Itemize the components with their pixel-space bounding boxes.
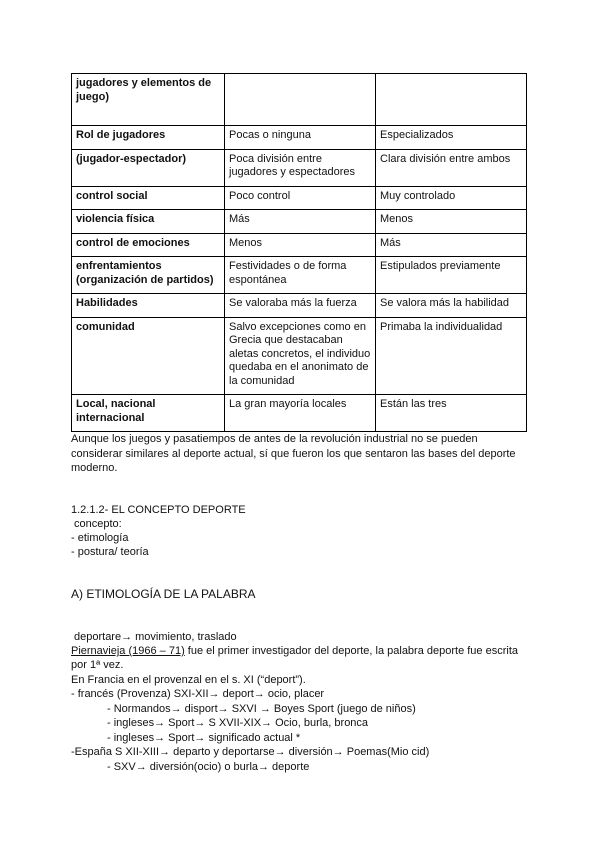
- modern-cell: Se valora más la habilidad: [376, 294, 527, 318]
- row-category: Habilidades: [72, 294, 225, 318]
- etym-line: deportare→ movimiento, traslado: [74, 631, 237, 643]
- section-title: 1.2.1.2- EL CONCEPTO DEPORTE: [71, 504, 246, 516]
- table-row: [72, 257, 527, 294]
- etym-line: - SXV→ diversión(ocio) o burla→ deporte: [107, 761, 310, 773]
- table-row: [72, 210, 527, 234]
- traditional-cell: Poca división entre jugadores y espectadores: [225, 149, 376, 186]
- comparison-table: [71, 73, 527, 432]
- traditional-cell: Menos: [225, 233, 376, 257]
- modern-cell: Estipulados previamente: [376, 257, 527, 294]
- etym-line: -España S XII-XIII→ departo y deportarse→ diversión→ Poemas(Mio cid): [71, 746, 430, 758]
- traditional-cell: Se valoraba más la fuerza: [225, 294, 376, 318]
- row-category: comunidad: [72, 317, 225, 395]
- table-row: [72, 317, 527, 395]
- concept-item-theory: - postura/ teoría: [71, 546, 149, 558]
- table-row: [72, 149, 527, 186]
- etym-line-rest: fue el primer investigador del deporte, la palabra deporte fue escrita: [184, 645, 518, 657]
- etym-line: por 1ª vez.: [71, 659, 124, 671]
- etymology-heading: A) ETIMOLOGÍA DE LA PALABRA: [71, 587, 256, 601]
- traditional-cell: Festividades o de forma espontánea: [225, 257, 376, 294]
- row-category: enfrentamientos (organización de partidos): [72, 257, 225, 294]
- traditional-cell: Salvo excepciones como en Grecia que destacaban aletas concretos, el individuo quedaba en el anonimato de la comunidad: [225, 317, 376, 395]
- table-row: [72, 395, 527, 432]
- etym-line: - Normandos→ disport→ SXVI → Boyes Sport (juego de niños): [107, 703, 416, 715]
- modern-cell: Clara división entre ambos: [376, 149, 527, 186]
- table-row: [72, 74, 527, 126]
- modern-cell: Especializados: [376, 126, 527, 150]
- traditional-cell: Poco control: [225, 186, 376, 210]
- concept-item-etymology: - etimología: [71, 532, 129, 544]
- modern-cell: Primaba la individualidad: [376, 317, 527, 395]
- row-category: control social: [72, 186, 225, 210]
- modern-cell: Menos: [376, 210, 527, 234]
- traditional-cell: La gran mayoría locales: [225, 395, 376, 432]
- table-row: [72, 233, 527, 257]
- row-category: control de emociones: [72, 233, 225, 257]
- modern-cell: [376, 74, 527, 126]
- row-category: (jugador-espectador): [72, 149, 225, 186]
- table-row: [72, 294, 527, 318]
- intro-paragraph: Aunque los juegos y pasatiempos de antes de la revolución industrial no se pueden considerar similares al deporte actual, sí que fueron los que sentaron las bases del deporte moderno.: [71, 433, 516, 474]
- etym-line: [71, 644, 518, 658]
- modern-cell: Están las tres: [376, 395, 527, 432]
- row-category: Rol de jugadores: [72, 126, 225, 150]
- row-category: violencia física: [72, 210, 225, 234]
- traditional-cell: Más: [225, 210, 376, 234]
- traditional-cell: Pocas o ninguna: [225, 126, 376, 150]
- table-row: [72, 126, 527, 150]
- etym-line: En Francia en el provenzal en el s. XI (“deport”).: [71, 674, 306, 686]
- etym-line: - ingleses→ Sport→ significado actual *: [107, 732, 301, 744]
- etym-line: - ingleses→ Sport→ S XVII-XIX→ Ocio, burla, bronca: [107, 717, 369, 729]
- modern-cell: Muy controlado: [376, 186, 527, 210]
- row-category: jugadores y elementos de juego): [72, 74, 225, 126]
- traditional-cell: [225, 74, 376, 126]
- author-reference: Piernavieja (1966 – 71): [71, 645, 185, 657]
- etym-line: - francés (Provenza) SXI-XII→ deport→ ocio, placer: [71, 688, 325, 700]
- row-category: Local, nacional internacional: [72, 395, 225, 432]
- table-row: [72, 186, 527, 210]
- modern-cell: Más: [376, 233, 527, 257]
- concept-label: concepto:: [74, 518, 122, 530]
